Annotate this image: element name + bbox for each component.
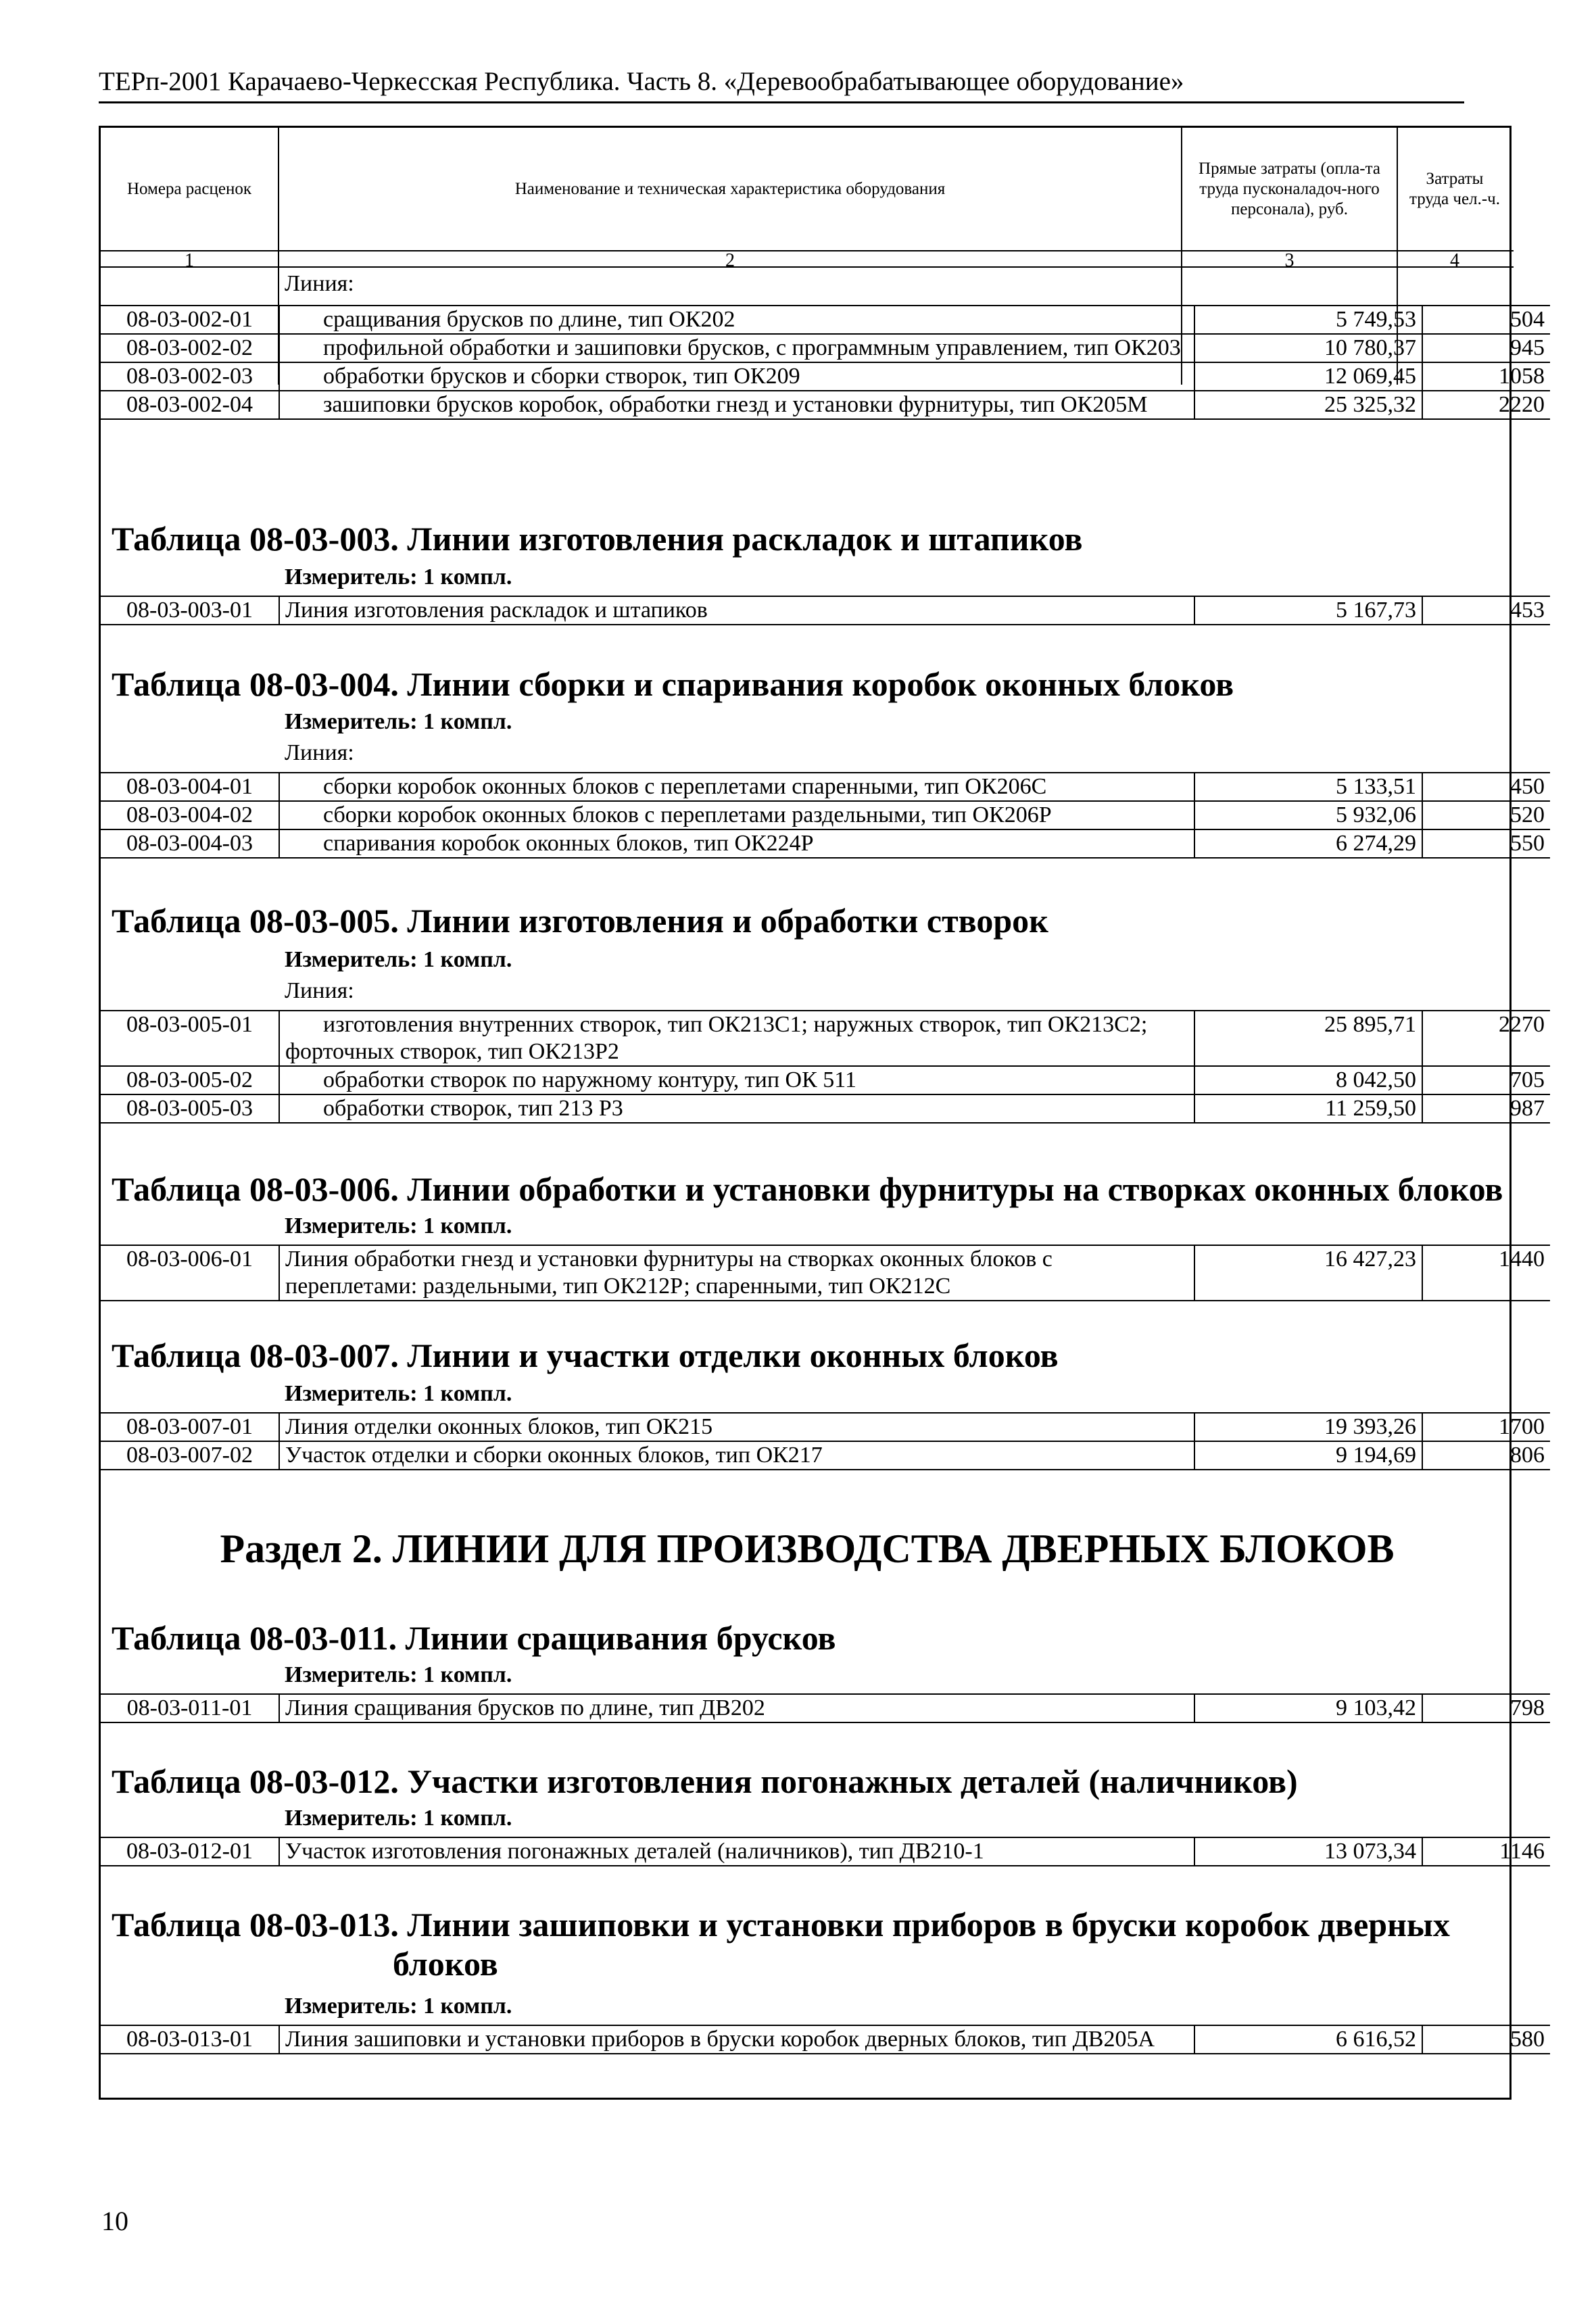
table-08-03-013 — [101, 2025, 1550, 2054]
table-title: Таблица 08-03-005. Линии изготовления и обработки створок — [112, 902, 1048, 940]
table-title: Таблица 08-03-004. Линии сборки и спаривания коробок оконных блоков — [112, 665, 1234, 703]
table-row: 08-03-011-01 Линия сращивания брусков по длине, тип ДВ202 9 103,42 798 — [101, 1694, 1550, 1722]
table-08-03-002 — [101, 305, 1550, 420]
table-row: 08-03-005-02 обработки створок по наружному контуру, тип ОК 511 8 042,50 705 — [101, 1066, 1550, 1094]
col-number-3: 3 — [1284, 250, 1295, 271]
table-row: 08-03-004-02 сборки коробок оконных блоков с переплетами раздельными, тип ОК206Р 5 932,06 520 — [101, 801, 1550, 829]
col-number-4: 4 — [1450, 250, 1459, 271]
line-label: Линия: — [285, 740, 354, 765]
measure-label: Измеритель: 1 компл. — [285, 1381, 512, 1406]
table-row: 08-03-005-01 изготовления внутренних створок, тип ОК213С1; наружных створок, тип ОК213С2; форточных створок, тип ОК213Р2 25 895,71 2270 — [101, 1011, 1550, 1066]
table-row: 08-03-007-01 Линия отделки оконных блоков, тип ОК215 19 393,26 1700 — [101, 1413, 1550, 1441]
col-header-name: Наименование и техническая характеристика оборудования — [514, 179, 946, 198]
table-row: 08-03-007-02 Участок отделки и сборки оконных блоков, тип ОК217 9 194,69 806 — [101, 1441, 1550, 1470]
page-header — [99, 59, 1464, 103]
table-row: 08-03-012-01 Участок изготовления погонажных деталей (наличников), тип ДВ210-1 13 073,34 1146 — [101, 1837, 1550, 1866]
page-number: 10 — [101, 2206, 128, 2236]
table-08-03-006 — [101, 1245, 1550, 1301]
measure-label: Измеритель: 1 компл. — [285, 1806, 512, 1831]
table-row: 08-03-002-01 сращивания брусков по длине, тип ОК202 5 749,53 504 — [101, 306, 1550, 334]
table-title: Таблица 08-03-007. Линии и участки отделки оконных блоков — [112, 1336, 1059, 1374]
section-title: Раздел 2. ЛИНИИ ДЛЯ ПРОИЗВОДСТВА ДВЕРНЫХ БЛОКОВ — [220, 1526, 1395, 1571]
table-row: 08-03-004-03 спаривания коробок оконных блоков, тип ОК224Р 6 274,29 550 — [101, 829, 1550, 858]
measure-label: Измеритель: 1 компл. — [285, 564, 512, 589]
measure-label: Измеритель: 1 компл. — [285, 1994, 512, 2019]
measure-label: Измеритель: 1 компл. — [285, 709, 512, 734]
col-number-1: 1 — [185, 250, 194, 271]
table-title: Таблица 08-03-003. Линии изготовления раскладок и штапиков — [112, 520, 1083, 558]
measure-label: Измеритель: 1 компл. — [285, 947, 512, 972]
header-title: ТЕРп-2001 Карачаево-Черкесская Республика. Часть 8. «Деревообрабатывающее оборудование» — [99, 67, 1184, 96]
table-08-03-005 — [101, 1010, 1550, 1124]
table-row: 08-03-002-04 зашиповки брусков коробок, обработки гнезд и установки фурнитуры, тип ОК205М 25 325,32 2220 — [101, 391, 1550, 419]
table-row: 08-03-003-01 Линия изготовления раскладок и штапиков 5 167,73 453 — [101, 596, 1550, 625]
table-08-03-003 — [101, 596, 1550, 625]
table-row: 08-03-002-02 профильной обработки и зашиповки брусков, с программным управлением, тип ОК203 10 780,37 945 — [101, 334, 1550, 362]
measure-label: Измеритель: 1 компл. — [285, 1662, 512, 1687]
table-row: 08-03-005-03 обработки створок, тип 213 Р3 11 259,50 987 — [101, 1094, 1550, 1123]
table-title: Таблица 08-03-006. Линии обработки и установки фурнитуры на створках оконных блоков — [112, 1170, 1503, 1208]
col-number-2: 2 — [725, 250, 735, 271]
col-header-codes: Номера расценок — [126, 179, 252, 198]
table-08-03-012 — [101, 1837, 1550, 1866]
col-header-labor: Затраты труда чел.-ч. — [1409, 169, 1500, 208]
table-title: Таблица 08-03-013. Линии зашиповки и установки приборов в бруски коробок дверных — [112, 1906, 1450, 1944]
table-08-03-004 — [101, 772, 1550, 859]
col-header-cost: Прямые затраты (опла-та труда пусконаладоч-ного персонала), руб. — [1199, 159, 1380, 218]
table-title: Таблица 08-03-012. Участки изготовления погонажных деталей (наличников) — [112, 1762, 1298, 1800]
table-row: 08-03-006-01 Линия обработки гнезд и установки фурнитуры на створках оконных блоков с переплетами: раздельными, тип ОК212Р; спаренными, тип ОК212С 16 427,23 1440 — [101, 1245, 1550, 1301]
table-08-03-011 — [101, 1693, 1550, 1723]
table-row: 08-03-013-01 Линия зашиповки и установки приборов в бруски коробок дверных блоков, тип ДВ205А 6 616,52 580 — [101, 2025, 1550, 2054]
line-label: Линия: — [285, 978, 354, 1003]
table-08-03-007 — [101, 1412, 1550, 1470]
table-row: 08-03-004-01 сборки коробок оконных блоков с переплетами спаренными, тип ОК206С 5 133,51 450 — [101, 773, 1550, 801]
measure-label: Измеритель: 1 компл. — [285, 1213, 512, 1238]
table-row: 08-03-002-03 обработки брусков и сборки створок, тип ОК209 12 069,45 1058 — [101, 362, 1550, 391]
rates-document — [99, 126, 1545, 2100]
table-title-continued: блоков — [393, 1945, 498, 1983]
table-title: Таблица 08-03-011. Линии сращивания брусков — [112, 1619, 836, 1657]
line-label: Линия: — [285, 271, 354, 296]
